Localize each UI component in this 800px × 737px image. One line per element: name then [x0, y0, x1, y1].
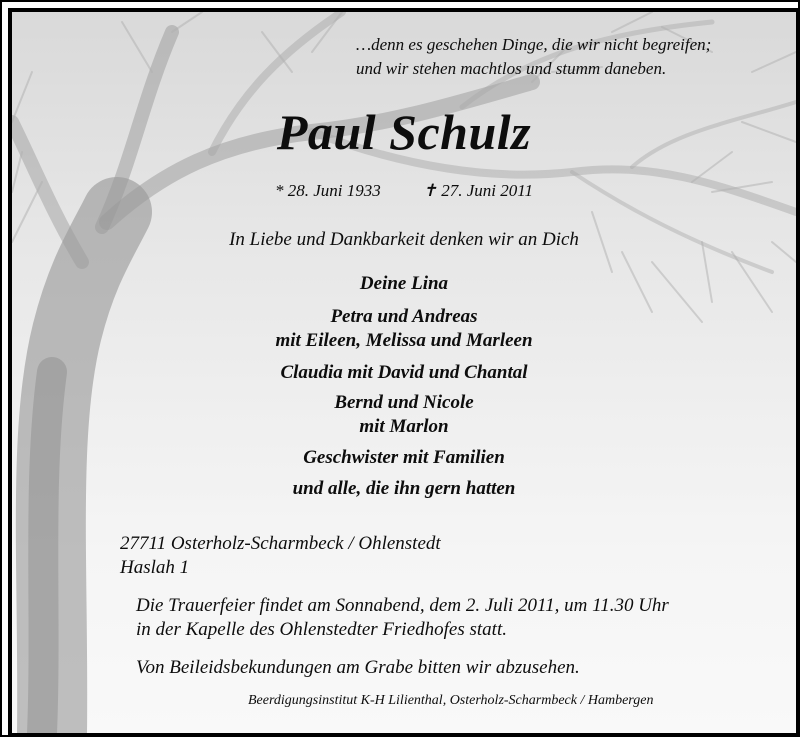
- motto-line-1: …denn es geschehen Dinge, die wir nicht begreifen;: [356, 35, 712, 54]
- family-line: Deine Lina: [359, 273, 449, 294]
- motto-line-2: und wir stehen machtlos und stumm daneben.: [356, 59, 667, 78]
- family-line: mit Eileen, Melissa und Marleen: [275, 330, 533, 351]
- death-date: ✝ 27. Juni 2011: [422, 181, 534, 200]
- birth-date: * 28. Juni 1933: [274, 181, 381, 200]
- funeral-info-line-2: in der Kapelle des Ohlenstedter Friedhofes statt.: [136, 619, 507, 640]
- condolence-note: Von Beileidsbekundungen am Grabe bitten wir abzusehen.: [136, 657, 580, 678]
- funeral-info-line-1: Die Trauerfeier findet am Sonnabend, dem 2. Juli 2011, um 11.30 Uhr: [136, 595, 669, 616]
- life-dates: [12, 182, 796, 199]
- notice-frame: [8, 8, 800, 737]
- intro-line: In Liebe und Dankbarkeit denken wir an Dich: [229, 229, 579, 250]
- undertaker-credit: Beerdigungsinstitut K-H Lilienthal, Osterholz-Scharmbeck / Hambergen: [248, 693, 654, 708]
- address-line-2: Haslah 1: [120, 557, 190, 578]
- family-line: Petra und Andreas: [330, 306, 478, 327]
- family-line: und alle, die ihn gern hatten: [292, 478, 516, 499]
- family-line: mit Marlon: [359, 416, 449, 437]
- family-line: Bernd und Nicole: [334, 392, 474, 413]
- family-line: Geschwister mit Familien: [303, 447, 505, 468]
- address-line-1: 27711 Osterholz-Scharmbeck / Ohlenstedt: [120, 533, 441, 554]
- family-line: Claudia mit David und Chantal: [280, 362, 528, 383]
- deceased-name: Paul Schulz: [276, 104, 532, 160]
